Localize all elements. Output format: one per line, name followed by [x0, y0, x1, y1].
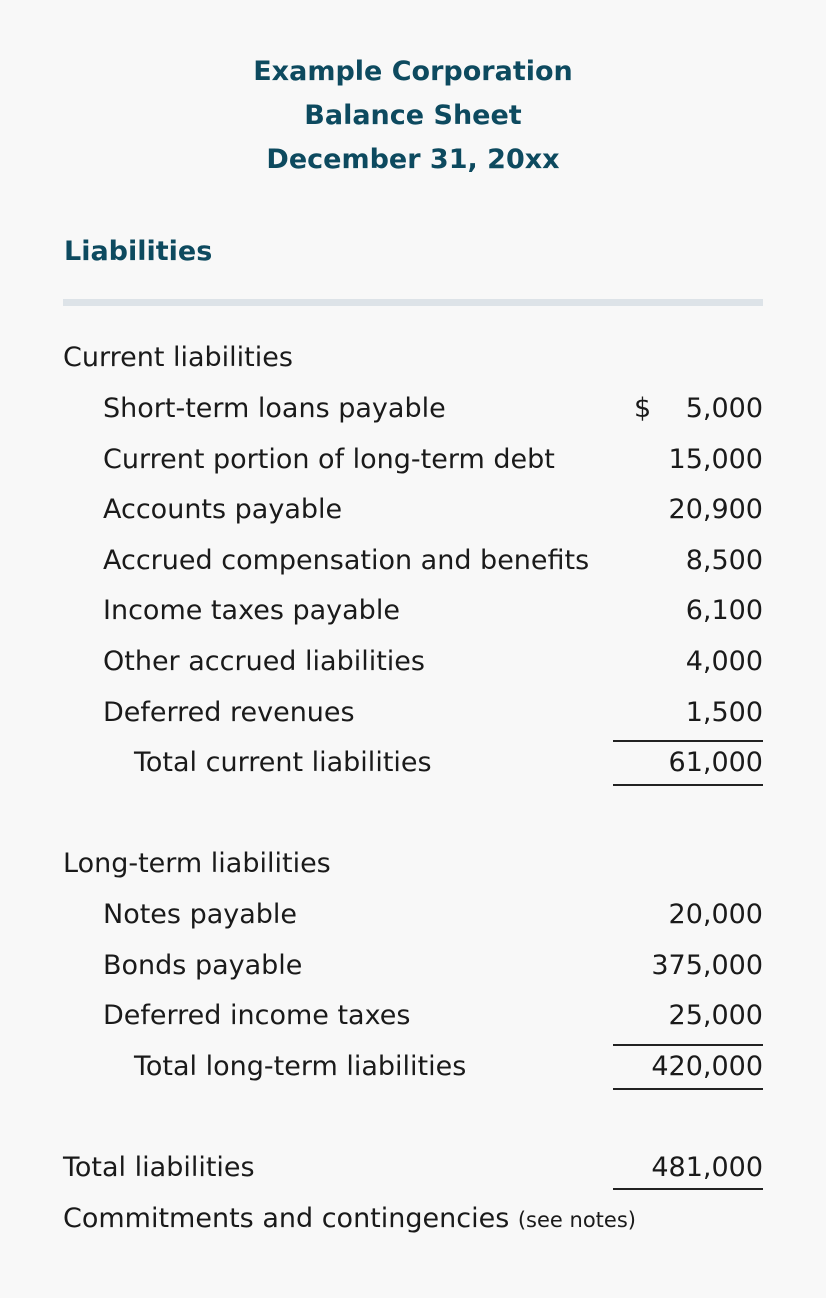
commitments-row: [0, 1202, 826, 1236]
line-item-amount: 15,000: [668, 444, 763, 475]
line-item-amount: 6,100: [685, 595, 763, 626]
line-item-label: Current portion of long-term debt: [103, 444, 555, 475]
table-row: [0, 999, 826, 1033]
line-item-label: Accrued compensation and benefits: [103, 545, 590, 576]
table-row: [0, 898, 826, 932]
current-liabilities-heading: Current liabilities: [63, 342, 293, 373]
line-item-label: Other accrued liabilities: [103, 646, 425, 677]
line-item-amount: 8,500: [685, 545, 763, 576]
table-row: [0, 443, 826, 477]
commitments-text: [63, 1202, 636, 1237]
total-liabilities-amount: 481,000: [651, 1152, 763, 1183]
table-row: [0, 392, 826, 426]
section-title: Liabilities: [64, 236, 213, 267]
commitments-label: Commitments and contingencies: [63, 1203, 510, 1234]
line-item-label: Notes payable: [103, 899, 298, 930]
line-item-amount: 4,000: [685, 646, 763, 677]
total-current-liabilities-amount: 61,000: [668, 747, 763, 778]
total-liabilities-row: [0, 1151, 826, 1185]
subtotal-rule: [613, 1044, 763, 1046]
line-item-amount: 1,500: [685, 697, 763, 728]
line-item-label: Deferred income taxes: [103, 1000, 411, 1031]
company-name: Example Corporation: [253, 56, 573, 87]
report-title: Balance Sheet: [304, 100, 522, 131]
line-item-label: Short-term loans payable: [103, 393, 446, 424]
total-long-term-liabilities-amount: 420,000: [651, 1051, 763, 1082]
report-date: December 31, 20xx: [266, 144, 560, 175]
line-item-label: Deferred revenues: [103, 697, 355, 728]
long-term-liabilities-heading: Long-term liabilities: [63, 848, 331, 879]
line-item-amount: 25,000: [668, 1000, 763, 1031]
total-rule: [613, 1188, 763, 1190]
line-item-amount: 5,000: [685, 393, 763, 424]
total-current-liabilities-row: [0, 746, 826, 780]
report-header: [0, 50, 826, 182]
current-liabilities-heading-row: [0, 341, 826, 375]
line-item-amount: 375,000: [651, 950, 763, 981]
total-long-term-liabilities-row: [0, 1050, 826, 1084]
table-row: [0, 696, 826, 730]
total-rule: [613, 784, 763, 786]
total-current-liabilities-label: Total current liabilities: [134, 747, 432, 778]
line-item-label: Accounts payable: [103, 494, 343, 525]
table-row: [0, 544, 826, 578]
table-row: [0, 493, 826, 527]
line-item-amount: 20,900: [668, 494, 763, 525]
line-item-amount: 20,000: [668, 899, 763, 930]
table-row: [0, 594, 826, 628]
commitments-note: (see notes): [517, 1208, 636, 1232]
currency-symbol: $: [634, 393, 652, 424]
table-row: [0, 645, 826, 679]
long-term-liabilities-heading-row: [0, 847, 826, 881]
total-liabilities-label: Total liabilities: [63, 1152, 255, 1183]
section-divider: [63, 299, 763, 306]
line-item-label: Bonds payable: [103, 950, 303, 981]
table-row: [0, 949, 826, 983]
line-item-label: Income taxes payable: [103, 595, 400, 626]
subtotal-rule: [613, 740, 763, 742]
total-rule: [613, 1088, 763, 1090]
total-long-term-liabilities-label: Total long-term liabilities: [134, 1051, 467, 1082]
